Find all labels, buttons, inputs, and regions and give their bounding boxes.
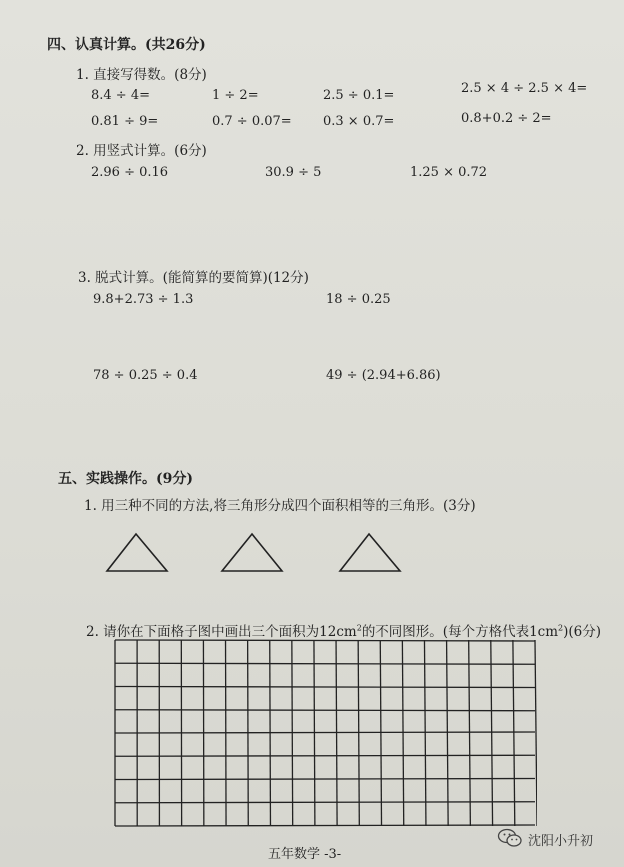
q1-title: 1. 直接写得数。(8分) — [76, 67, 207, 83]
q3-title: 3. 脱式计算。(能简算的要简算)(12分) — [78, 270, 309, 286]
triangle-figure-1 — [104, 531, 170, 575]
vertical-calc-item: 2.96 ÷ 0.16 — [91, 165, 169, 180]
section4-title: 四、认真计算。(共26分) — [47, 37, 206, 53]
q2-title: 2. 用竖式计算。(6分) — [76, 143, 207, 159]
practice-q2-title-part: 2. 请你在下面格子图中画出三个面积为12cm — [86, 624, 357, 640]
practice-q2-title-part: 的不同图形。(每个方格代表1cm — [361, 624, 559, 640]
stepwise-calc-item: 78 ÷ 0.25 ÷ 0.4 — [93, 368, 198, 383]
vertical-calc-item: 30.9 ÷ 5 — [265, 165, 322, 180]
practice-q2-title — [86, 620, 601, 640]
calc-item: 2.5 ÷ 0.1= — [323, 88, 395, 103]
page-footer: 五年数学 -3- — [268, 847, 342, 862]
calc-item: 0.8+0.2 ÷ 2= — [461, 111, 552, 126]
wechat-icon — [497, 828, 523, 848]
calc-item: 0.81 ÷ 9= — [91, 114, 159, 129]
superscript-2: 2 — [558, 623, 564, 633]
calc-item: 1 ÷ 2= — [212, 88, 259, 103]
triangle-figure-3 — [337, 531, 403, 575]
stepwise-calc-item: 49 ÷ (2.94+6.86) — [326, 368, 441, 383]
stepwise-calc-item: 9.8+2.73 ÷ 1.3 — [93, 292, 194, 307]
stepwise-calc-item: 18 ÷ 0.25 — [326, 292, 391, 307]
practice-q1-title: 1. 用三种不同的方法,将三角形分成四个面积相等的三角形。(3分) — [84, 498, 476, 514]
watermark-text: 沈阳小升初 — [528, 834, 594, 849]
square-grid[interactable] — [113, 638, 537, 828]
vertical-calc-item: 1.25 × 0.72 — [410, 165, 488, 180]
calc-item: 8.4 ÷ 4= — [91, 88, 150, 103]
calc-item: 2.5 × 4 ÷ 2.5 × 4= — [461, 81, 588, 96]
calc-item: 0.7 ÷ 0.07= — [212, 114, 292, 129]
triangle-figure-2 — [219, 531, 285, 575]
section5-title: 五、实践操作。(9分) — [58, 471, 193, 487]
practice-q2-title-part: )(6分) — [563, 624, 602, 640]
superscript-2: 2 — [356, 623, 362, 633]
calc-item: 0.3 × 0.7= — [323, 114, 395, 129]
